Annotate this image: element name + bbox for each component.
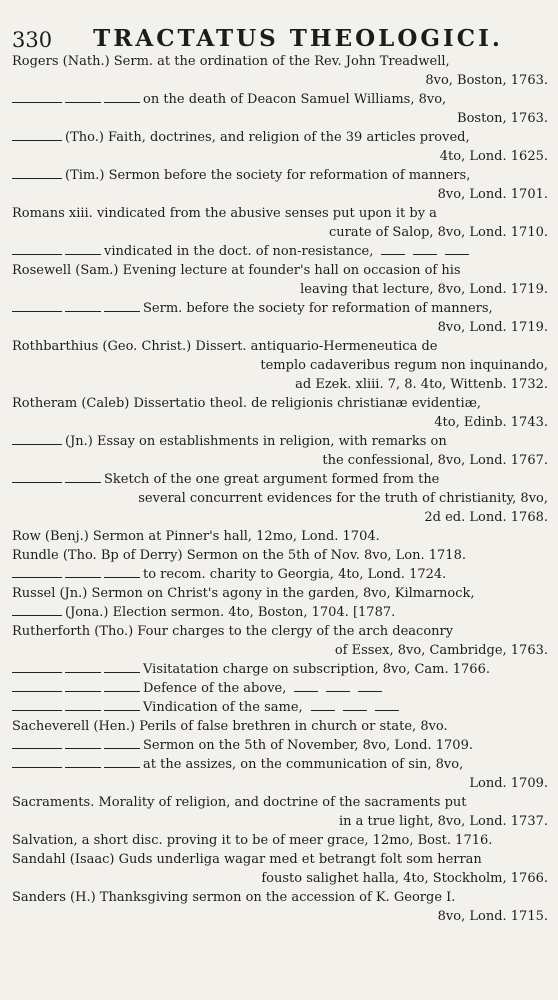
bibliography-entry xyxy=(6,527,548,546)
entry-text: Salvation, a short disc. proving it to be of meer grace, 12mo, Bost. 1716. xyxy=(12,833,493,848)
entry-text: Rutherforth (Tho.) Four charges to the clergy of the arch deaconry xyxy=(12,624,454,639)
repeat-author-dash xyxy=(12,254,62,255)
bibliography-entry xyxy=(6,52,548,90)
entry-first-line xyxy=(6,90,548,109)
repeat-author-dash xyxy=(65,254,101,255)
repeat-author-dash xyxy=(12,710,62,711)
entry-first-line xyxy=(6,717,548,736)
bibliography-entry xyxy=(6,90,548,128)
repeat-author-dash xyxy=(65,710,101,711)
entry-first-line xyxy=(6,432,548,451)
repeat-author-dash xyxy=(104,710,140,711)
repeat-author-dash xyxy=(65,691,101,692)
entry-first-line xyxy=(6,755,548,774)
repeat-author-dash xyxy=(65,767,101,768)
bibliography-entry xyxy=(6,242,548,261)
entry-first-line xyxy=(6,831,548,850)
entry-text: at the assizes, on the communication of sin, 8vo, xyxy=(143,757,464,772)
entry-text: (Tim.) Sermon before the society for reformation of manners, xyxy=(65,168,471,183)
repeat-author-dash xyxy=(12,311,62,312)
entry-continuation: several concurrent evidences for the truth of christianity, 8vo, xyxy=(138,491,548,506)
bibliography-entry xyxy=(6,546,548,565)
entry-text: (Tho.) Faith, doctrines, and religion of the 39 articles proved, xyxy=(65,130,470,145)
bibliography-entry xyxy=(6,166,548,204)
entry-first-line xyxy=(6,584,548,603)
entry-text: Sandahl (Isaac) Guds underliga wagar med et betrangt folt som herran xyxy=(12,852,482,867)
entry-first-line xyxy=(6,52,548,71)
entry-text: Sacraments. Morality of religion, and doctrine of the sacraments put xyxy=(12,795,467,810)
entry-text: (Jn.) Essay on establishments in religion, with remarks on xyxy=(65,434,447,449)
entry-continuation: 2d ed. Lond. 1768. xyxy=(424,510,548,525)
bibliography-entry xyxy=(6,850,548,888)
bibliography-list xyxy=(6,52,548,926)
entry-continuation: 8vo, Lond. 1719. xyxy=(437,320,548,335)
entry-text: Defence of the above, xyxy=(143,681,287,696)
entry-text: Sanders (H.) Thanksgiving sermon on the accession of K. George I. xyxy=(12,890,456,905)
entry-first-line xyxy=(6,736,548,755)
repeat-author-dash xyxy=(65,102,101,103)
bibliography-entry xyxy=(6,261,548,299)
bibliography-entry xyxy=(6,337,548,394)
bibliography-entry xyxy=(6,736,548,755)
ditto-dash xyxy=(294,691,318,692)
entry-first-line xyxy=(6,527,548,546)
page-header xyxy=(6,8,548,52)
ditto-dash xyxy=(381,254,405,255)
entry-continuation: 8vo, Lond. 1701. xyxy=(437,187,548,202)
repeat-author-dash xyxy=(104,311,140,312)
page-number: 330 xyxy=(12,28,53,52)
entry-first-line xyxy=(6,622,548,641)
entry-first-line xyxy=(6,166,548,185)
repeat-author-dash xyxy=(65,748,101,749)
entry-first-line xyxy=(6,337,548,356)
ditto-dash xyxy=(343,710,367,711)
entry-continuation: ad Ezek. xliii. 7, 8. 4to, Wittenb. 1732. xyxy=(295,377,548,392)
entry-first-line xyxy=(6,242,548,261)
repeat-author-dash xyxy=(12,102,62,103)
repeat-author-dash xyxy=(104,691,140,692)
repeat-author-dash xyxy=(12,615,62,616)
entry-text: Sketch of the one great argument formed from the xyxy=(104,472,440,487)
bibliography-entry xyxy=(6,660,548,679)
bibliography-entry xyxy=(6,204,548,242)
entry-text: Rotheram (Caleb) Dissertatio theol. de religionis christianæ evidentiæ, xyxy=(12,396,482,411)
bibliography-entry xyxy=(6,603,548,622)
bibliography-entry xyxy=(6,432,548,470)
entry-text: Romans xiii. vindicated from the abusive senses put upon it by a xyxy=(12,206,437,221)
entry-continuation: Boston, 1763. xyxy=(457,111,548,126)
entry-first-line xyxy=(6,299,548,318)
repeat-author-dash xyxy=(104,748,140,749)
ditto-dash xyxy=(326,691,350,692)
repeat-author-dash xyxy=(12,444,62,445)
repeat-author-dash xyxy=(104,767,140,768)
entry-text: Sermon on the 5th of November, 8vo, Lond. 1709. xyxy=(143,738,473,753)
entry-continuation: 4to, Lond. 1625. xyxy=(439,149,548,164)
bibliography-entry xyxy=(6,793,548,831)
entry-first-line xyxy=(6,850,548,869)
bibliography-entry xyxy=(6,565,548,584)
entry-text: Row (Benj.) Sermon at Pinner's hall, 12mo, Lond. 1704. xyxy=(12,529,380,544)
ditto-dash xyxy=(311,710,335,711)
repeat-author-dash xyxy=(65,577,101,578)
repeat-author-dash xyxy=(104,672,140,673)
entry-continuation: fousto salighet halla, 4to, Stockholm, 1766. xyxy=(261,871,548,886)
bibliography-entry xyxy=(6,698,548,717)
bibliography-entry xyxy=(6,394,548,432)
entry-continuation: Lond. 1709. xyxy=(469,776,548,791)
entry-continuation: of Essex, 8vo, Cambridge, 1763. xyxy=(334,643,548,658)
entry-continuation: templo cadaveribus regum non inquinando, xyxy=(260,358,548,373)
repeat-author-dash xyxy=(12,577,62,578)
entry-first-line xyxy=(6,204,548,223)
repeat-author-dash xyxy=(12,691,62,692)
entry-first-line xyxy=(6,394,548,413)
repeat-author-dash xyxy=(104,577,140,578)
entry-text: Rosewell (Sam.) Evening lecture at founder's hall on occasion of his xyxy=(12,263,461,278)
entry-text: Rogers (Nath.) Serm. at the ordination of the Rev. John Treadwell, xyxy=(12,54,450,69)
entry-first-line xyxy=(6,679,548,698)
entry-text: on the death of Deacon Samuel Williams, 8vo, xyxy=(143,92,447,107)
entry-first-line xyxy=(6,565,548,584)
bibliography-entry xyxy=(6,831,548,850)
ditto-dash xyxy=(375,710,399,711)
entry-text: Sacheverell (Hen.) Perils of false brethren in church or state, 8vo. xyxy=(12,719,448,734)
repeat-author-dash xyxy=(65,482,101,483)
entry-continuation: the confessional, 8vo, Lond. 1767. xyxy=(322,453,548,468)
repeat-author-dash xyxy=(12,178,62,179)
entry-continuation: leaving that lecture, 8vo, Lond. 1719. xyxy=(300,282,548,297)
ditto-dash xyxy=(413,254,437,255)
repeat-author-dash xyxy=(12,140,62,141)
entry-continuation: 8vo, Boston, 1763. xyxy=(425,73,548,88)
bibliography-entry xyxy=(6,755,548,793)
entry-text: Serm. before the society for reformation of manners, xyxy=(143,301,493,316)
bibliography-entry xyxy=(6,717,548,736)
bibliography-entry xyxy=(6,888,548,926)
entry-text: to recom. charity to Georgia, 4to, Lond. 1724. xyxy=(143,567,447,582)
bibliography-entry xyxy=(6,584,548,603)
repeat-author-dash xyxy=(12,482,62,483)
bibliography-entry xyxy=(6,622,548,660)
entry-text: (Jona.) Election sermon. 4to, Boston, 1704. [1787. xyxy=(65,605,396,620)
repeat-author-dash xyxy=(65,311,101,312)
entry-first-line xyxy=(6,603,548,622)
entry-first-line xyxy=(6,660,548,679)
bibliography-entry xyxy=(6,128,548,166)
entry-continuation: 8vo, Lond. 1715. xyxy=(437,909,548,924)
repeat-author-dash xyxy=(12,767,62,768)
entry-text: vindicated in the doct. of non-resistance, xyxy=(104,244,374,259)
repeat-author-dash xyxy=(104,102,140,103)
entry-first-line xyxy=(6,470,548,489)
entry-text: Rundle (Tho. Bp of Derry) Sermon on the 5th of Nov. 8vo, Lon. 1718. xyxy=(12,548,466,563)
entry-continuation: 4to, Edinb. 1743. xyxy=(434,415,548,430)
entry-continuation: in a true light, 8vo, Lond. 1737. xyxy=(338,814,548,829)
entry-first-line xyxy=(6,698,548,717)
repeat-author-dash xyxy=(65,672,101,673)
ditto-dash xyxy=(358,691,382,692)
entry-text: Visitatation charge on subscription, 8vo, Cam. 1766. xyxy=(143,662,490,677)
repeat-author-dash xyxy=(12,672,62,673)
entry-first-line xyxy=(6,793,548,812)
entry-text: Vindication of the same, xyxy=(143,700,303,715)
entry-continuation: curate of Salop, 8vo, Lond. 1710. xyxy=(328,225,548,240)
bibliography-entry xyxy=(6,679,548,698)
entry-first-line xyxy=(6,546,548,565)
page-title: TRACTATUS THEOLOGICI. xyxy=(93,25,503,52)
entry-text: Rothbarthius (Geo. Christ.) Dissert. antiquario-Hermeneutica de xyxy=(12,339,438,354)
bibliography-entry xyxy=(6,470,548,527)
repeat-author-dash xyxy=(12,748,62,749)
bibliography-entry xyxy=(6,299,548,337)
entry-first-line xyxy=(6,261,548,280)
ditto-dash xyxy=(445,254,469,255)
entry-first-line xyxy=(6,888,548,907)
entry-text: Russel (Jn.) Sermon on Christ's agony in the garden, 8vo, Kilmarnock, xyxy=(12,586,475,601)
entry-first-line xyxy=(6,128,548,147)
